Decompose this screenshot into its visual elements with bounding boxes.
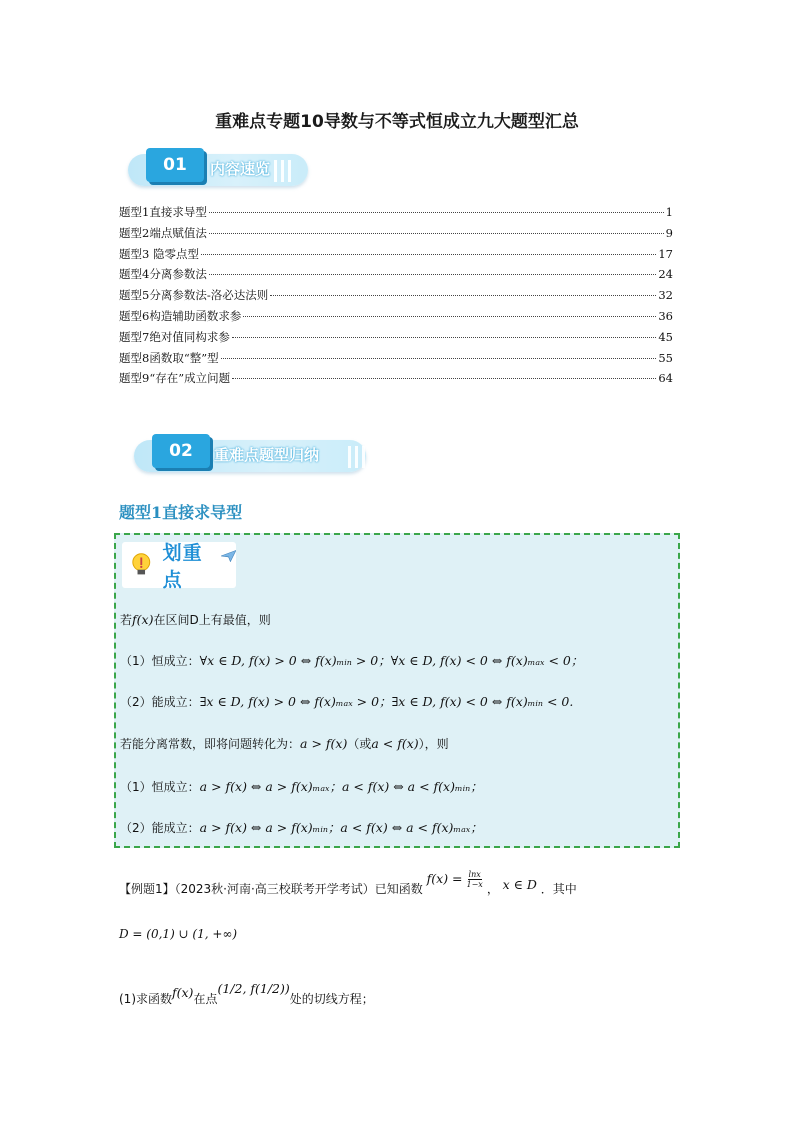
heading-type1: 题型1直接求导型 <box>119 503 243 522</box>
toc-item-title: 题型6构造辅助函数求参 <box>119 308 242 323</box>
toc-item-title: 题型2端点赋值法 <box>119 225 207 240</box>
section-label: 重难点题型归纳 <box>214 446 320 464</box>
keybox-line-4: （1）恒成立：a > f(x) ⇔ a > f(x)ₘₐₓ；a < f(x) ⇔ a < f(x)ₘᵢₙ； <box>120 779 483 794</box>
keybox-line-5: （2）能成立：a > f(x) ⇔ a > f(x)ₘᵢₙ；a < f(x) ⇔ a < f(x)ₘₐₓ； <box>120 820 483 835</box>
keybox-line-2: （2）能成立：∃x ∈ D, f(x) > 0 ⇔ f(x)ₘₐₓ > 0；∃x ∈ D, f(x) < 0 ⇔ f(x)ₘᵢₙ < 0. <box>120 694 574 709</box>
toc-item-page: 55 <box>658 350 673 365</box>
toc-leader-dots <box>270 295 656 296</box>
section-number: 02 <box>152 434 210 468</box>
toc-leader-dots <box>232 337 657 338</box>
toc-item[interactable] <box>119 287 673 308</box>
toc-item-page: 9 <box>665 225 673 240</box>
page-title: 重难点专题10导数与不等式恒成立九大题型汇总 <box>215 112 579 132</box>
toc-item[interactable] <box>119 225 673 246</box>
section-banner-overview <box>128 148 312 188</box>
toc-leader-dots <box>209 233 664 234</box>
toc-item-page: 45 <box>658 329 673 344</box>
table-of-contents <box>119 204 673 391</box>
toc-leader-dots <box>209 274 657 275</box>
badge-text: 划重点 <box>162 542 203 591</box>
key-point-badge <box>122 542 236 591</box>
keybox-line-3: 若能分离常数，即将问题转化为：a > f(x)（或a < f(x)），则 <box>120 736 449 751</box>
toc-item-title: 题型3 隐零点型 <box>119 246 199 261</box>
section-banner-summary <box>134 434 370 474</box>
toc-leader-dots <box>243 316 656 317</box>
toc-item-page: 24 <box>658 267 673 282</box>
toc-item-title: 题型4分离参数法 <box>119 267 207 282</box>
toc-item[interactable] <box>119 308 673 329</box>
toc-item-page: 1 <box>665 205 673 219</box>
toc-item[interactable] <box>119 370 673 391</box>
example-1-question-1: (1)求函数f(x)在点(1/2, f(1/2))处的切线方程； <box>119 981 374 1006</box>
section-number: 01 <box>146 148 204 182</box>
toc-item[interactable] <box>119 266 673 287</box>
toc-item-title: 题型9“存在”成立问题 <box>119 371 231 386</box>
section-label: 内容速览 <box>210 160 271 178</box>
toc-item-title: 题型5分离参数法-洛必达法则 <box>119 288 269 303</box>
toc-item-title: 题型8函数取“整”型 <box>119 350 219 365</box>
toc-item-title: 题型1直接求导型 <box>119 205 207 219</box>
example-1-statement: 【例题1】（2023秋·河南·高三校联考开学考试）已知函数 f(x) = $\frac{\ln x}{1-x}$ ， x ∈ D ．其中 <box>119 870 577 896</box>
keybox-line-1: （1）恒成立：∀x ∈ D, f(x) > 0 ⇔ f(x)ₘᵢₙ > 0；∀x ∈ D, f(x) < 0 ⇔ f(x)ₘₐₓ < 0； <box>120 653 584 668</box>
toc-item[interactable] <box>119 329 673 350</box>
toc-leader-dots <box>209 212 664 213</box>
keybox-intro: 若f(x)在区间D上有最值，则 <box>120 612 271 627</box>
toc-leader-dots <box>221 358 657 359</box>
toc-item-page: 32 <box>658 288 673 303</box>
toc-item-page: 36 <box>658 308 673 323</box>
lightbulb-icon <box>130 552 153 578</box>
toc-item-page: 64 <box>658 371 673 386</box>
paper-plane-icon <box>221 550 236 562</box>
example-1-domain: D = (0,1) ∪ (1, +∞) <box>119 927 238 941</box>
key-point-box <box>114 533 680 848</box>
toc-leader-dots <box>201 254 656 255</box>
toc-item[interactable] <box>119 204 673 225</box>
toc-item[interactable] <box>119 350 673 371</box>
toc-item-page: 17 <box>658 246 673 261</box>
toc-item[interactable] <box>119 246 673 267</box>
toc-item-title: 题型7绝对值同构求参 <box>119 329 230 344</box>
toc-leader-dots <box>232 378 656 379</box>
